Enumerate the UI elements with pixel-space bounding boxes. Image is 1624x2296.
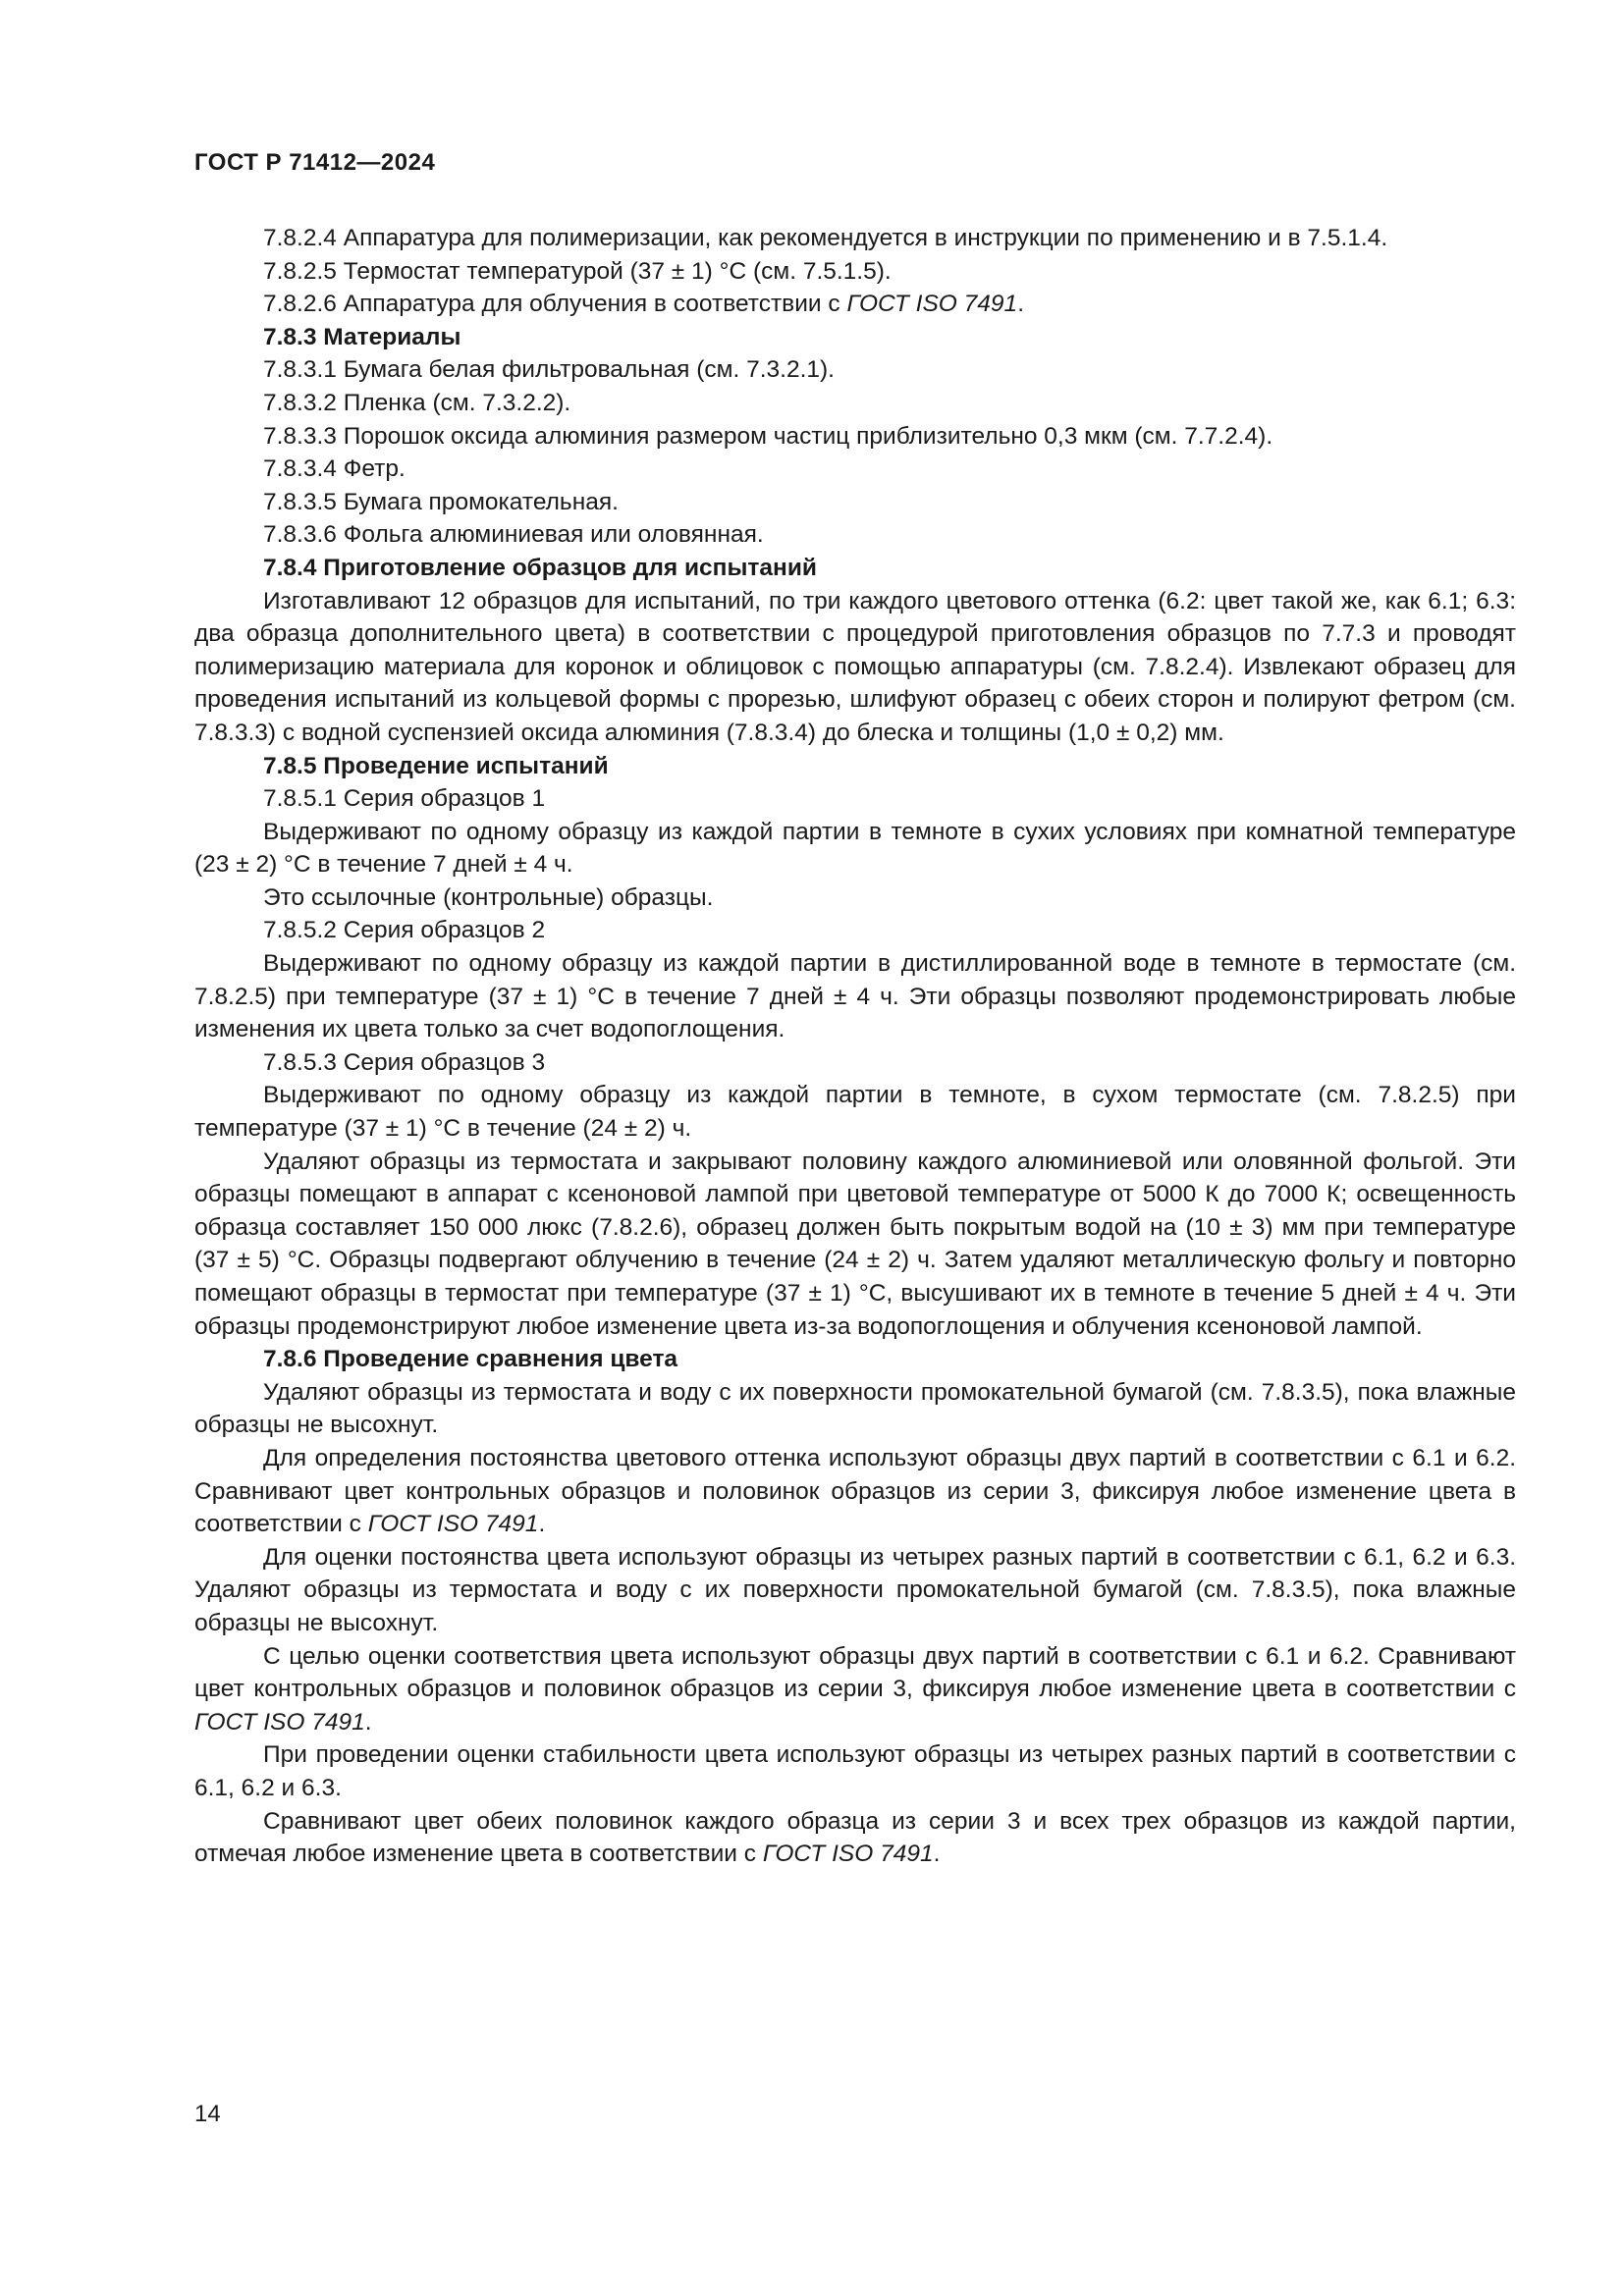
standard-reference: ГОСТ ISO 7491 [194, 1708, 365, 1735]
document-code: ГОСТ Р 71412—2024 [194, 149, 436, 176]
paragraph: Сравнивают цвет обеих половинок каждого образца из серии 3 и всех трех образцов из каждой партии, отмечая любое изменение цвета в соответствии с ГОСТ ISO 7491. [194, 1807, 1516, 1868]
paragraph: 7.8.2.6 Аппаратура для облучения в соответствии с ГОСТ ISO 7491. [263, 291, 1024, 318]
paragraph: 7.8.3.3 Порошок оксида алюминия размером частиц приблизительно 0,3 мкм (см. 7.7.2.4). [263, 422, 1273, 450]
paragraph: С целью оценки соответствия цвета используют образцы двух партий в соответствии с 6.1 и 6.2. Сравнивают цвет контрольных образцов и половинок образцов из серии 3, фиксируя любое изменение цвета в соответствии с ГОСТ ISO 7491. [194, 1642, 1516, 1735]
paragraph: Выдерживают по одному образцу из каждой партии в темноте, в сухом термостате (см. 7.8.2.5) при температуре (37 ± 1) °С в течение (24 ± 2) ч. [194, 1082, 1516, 1143]
paragraph: 7.8.3.5 Бумага промокательная. [263, 488, 619, 515]
paragraph: 7.8.3.2 Пленка (см. 7.3.2.2). [263, 389, 571, 416]
document-body [194, 222, 1516, 1871]
paragraph: Для оценки постоянства цвета используют образцы из четырех разных партий в соответствии с 6.1, 6.2 и 6.3. Удаляют образцы из термостата и воду с их поверхности промокательной бумагой (см. 7.8.3.5), пока влажные образцы не высохнут. [194, 1543, 1516, 1636]
standard-reference: ГОСТ ISO 7491 [367, 1511, 539, 1538]
paragraph: Удаляют образцы из термостата и воду с их поверхности промокательной бумагой (см. 7.8.3.5), пока влажные образцы не высохнут. [194, 1378, 1516, 1439]
paragraph: 7.8.2.4 Аппаратура для полимеризации, как рекомендуется в инструкции по применению и в 7.5.1.4. [263, 225, 1388, 251]
paragraph: Удаляют образцы из термостата и закрывают половину каждого алюминиевой или оловянной фольгой. Эти образцы помещают в аппарат с ксеноновой лампой при цветовой температуре от 5000 К до 7000 К; освещенность образца составляет 150 000 люкс (7.8.2.6), образец должен быть покрытым водой на (10 ± 3) мм при температуре (37 ± 5) °С. Образцы подвергают облучению в течение (24 ± 2) ч. Затем удаляют металлическую фольгу и повторно помещают образцы в термостат при температуре (37 ± 1) °С, высушивают их в темноте в течение 5 дней ± 4 ч. Эти образцы продемонстрируют любое изменение цвета из-за водопоглощения и облучения ксеноновой лампой. [194, 1148, 1516, 1340]
paragraph: 7.8.5.3 Серия образцов 3 [263, 1048, 546, 1076]
standard-reference: ГОСТ ISO 7491 [762, 1841, 934, 1868]
paragraph: 7.8.5.2 Серия образцов 2 [263, 917, 546, 944]
section-heading: 7.8.5 Проведение испытаний [263, 752, 609, 779]
paragraph: 7.8.3.4 Фетр. [263, 455, 406, 483]
paragraph: 7.8.3.1 Бумага белая фильтровальная (см. 7.3.2.1). [263, 356, 835, 384]
paragraph: Это ссылочные (контрольные) образцы. [263, 883, 714, 911]
section-heading: 7.8.4 Приготовление образцов для испытаний [263, 554, 817, 581]
paragraph: Выдерживают по одному образцу из каждой партии в темноте в сухих условиях при комнатной температуре (23 ± 2) °С в течение 7 дней ± 4 ч. [194, 818, 1516, 879]
page-number: 14 [194, 2101, 221, 2127]
paragraph: 7.8.2.5 Термостат температурой (37 ± 1) °С (см. 7.5.1.5). [263, 257, 892, 285]
standard-reference: ГОСТ ISO 7491 [846, 291, 1018, 318]
paragraph: Для определения постоянства цветового оттенка используют образцы двух партий в соответствии с 6.1 и 6.2. Сравнивают цвет контрольных образцов и половинок образцов из серии 3, фиксируя любое изменение цвета в соответствии с ГОСТ ISO 7491. [194, 1444, 1516, 1538]
paragraph: Изготавливают 12 образцов для испытаний, по три каждого цветового оттенка (6.2: цвет такой же, как 6.1; 6.3: два образца дополнительного цвета) в соответствии с процедурой приготовления образцов по 7.7.3 и проводят полимеризацию материала для коронок и облицовок с помощью аппаратуры (см. 7.8.2.4). Извлекают образец для проведения испытаний из кольцевой формы с прорезью, шлифуют образец с обеих сторон и полируют фетром (см. 7.8.3.3) с водной суспензией оксида алюминия (7.8.3.4) до блеска и толщины (1,0 ± 0,2) мм. [194, 587, 1516, 746]
paragraph: Выдерживают по одному образцу из каждой партии в дистиллированной воде в темноте в термостате (см. 7.8.2.5) при температуре (37 ± 1) °С в течение 7 дней ± 4 ч. Эти образцы позволяют продемонстрировать любые изменения их цвета только за счет водопоглощения. [194, 950, 1516, 1043]
section-heading: 7.8.3 Материалы [263, 323, 461, 350]
paragraph: 7.8.3.6 Фольга алюминиевая или оловянная. [263, 521, 764, 549]
paragraph: При проведении оценки стабильности цвета используют образцы из четырех разных партий в соответствии с 6.1, 6.2 и 6.3. [194, 1741, 1516, 1801]
section-heading: 7.8.6 Проведение сравнения цвета [263, 1346, 678, 1373]
paragraph: 7.8.5.1 Серия образцов 1 [263, 785, 546, 813]
